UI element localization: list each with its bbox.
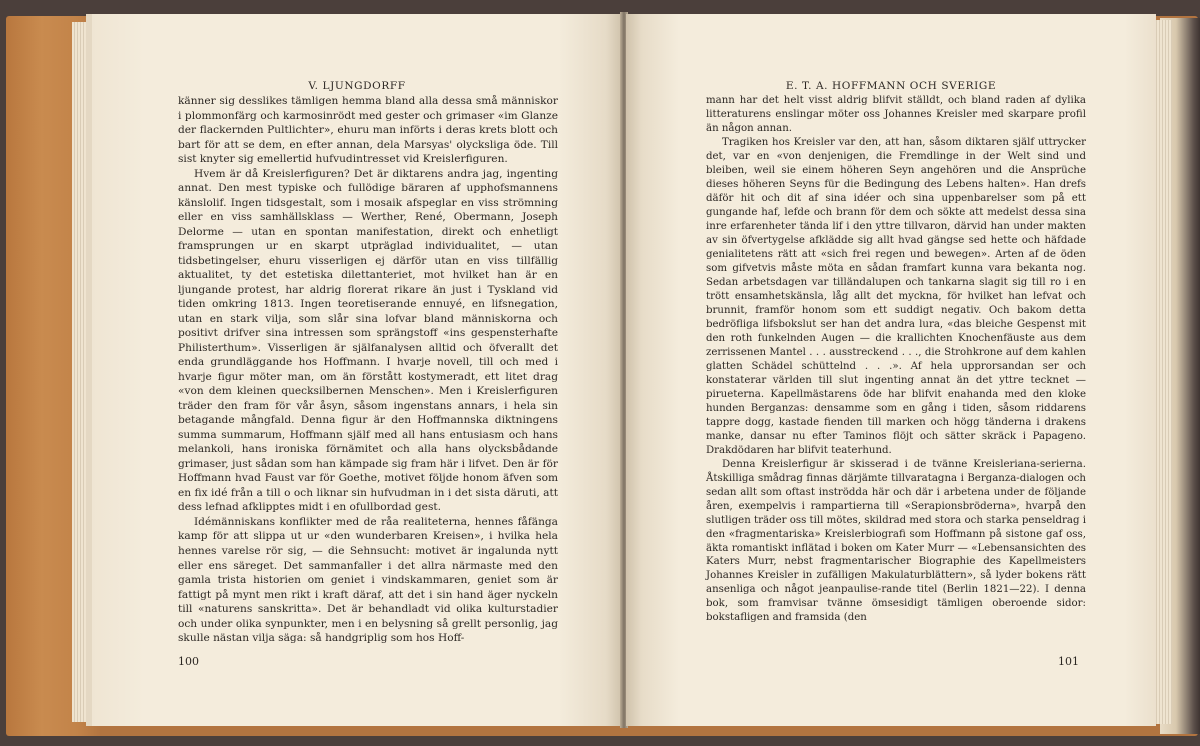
paragraph: mann har det helt visst aldrig blifvit ställdt, och bland raden af dylika litteraturens enslingar möter oss Johannes Kreisler med skarpare profil än någon annan. — [706, 95, 1086, 134]
left-page-text — [178, 94, 558, 646]
running-head-right: E. T. A. HOFFMANN OCH SVERIGE — [785, 80, 997, 92]
page-number-right: 101 — [1058, 655, 1079, 668]
running-head-left: V. LJUNGDORFF — [308, 80, 406, 92]
paragraph: känner sig desslikes tämligen hemma bland alla dessa små människor i plommonfärg och karmosinrödt med gester och grimaser «im Glanze der flackernden Pultlichter», ehuru man införts i deras krets blott och bart för att se dem, en efter annan, dela Marsyas' olycksliga öde. Till sist knyter sig emellertid hufvudintresset vid Kreislerfiguren. — [178, 95, 558, 166]
paragraph: Tragiken hos Kreisler var den, att han, såsom diktaren själf uttrycker det, var en «von denjenigen, die Fremdlinge in der Welt sind und bleiben, weil sie einem höheren Seyn angehören und die Ansprüche dieses höheren Seyns für die Bedingung des Lebens halten». Han drefs däför hit och dit af sina idéer och sina uppenbarelser som på ett gungande haf, lefde och brann för dem och sökte att medelst dessa sina inre erfarenheter tända lif i den yttre tillvaron, därvid han under makten av sin öfvertygelse afklädde sig allt hvad gängse sed hette och häfdade genialitetens rätt att «sich frei regen und bewegen». Arten af de öden som gifvetvis måste möta en sådan framfart kunna vara bekanta nog. Sedan arbetsdagen var tilländalupen och tankarna slagit sig till ro i en trött ensamhetskänsla, låg allt det myckna, för hvilket han lefvat och brunnit, framför honom som ett suddigt negativ. Och bakom detta bedröfliga lifsbokslut ser han det andra lura, «das bleiche Gespenst mit den roth funkelnden Augen — die krallichten Knochenfäuste aus dem zerrissenen Mantel . . . ausstreckend . . ., die Strohkrone auf dem kahlen glatten Schädel schüttelnd . . .». Af hela upprorsandan ser och konstaterar världen till slut ingenting annat än det yttre tecknet — pirueterna. Kapellmästarens öde har blifvit enahanda med den kloke hunden Berganzas: densamme som en gång i tiden, såsom riddarens tappre dogg, kastade fienden till marken och högg tänderna i drakens manke, dansar nu efter Taminos flöjt och sätter skräck i Papageno. Drakdödaren har blifvit teaterhund. — [706, 136, 1086, 456]
paragraph: Idémänniskans konflikter med de råa realiteterna, hennes fåfänga kamp för att slippa ut ur «den wunderbaren Kreisen», i hvilka hela hennes varelse rör sig, — die Sehnsucht: motivet är ingalunda nytt eller ens säreget. Det sammanfaller i det allra närmaste med den gamla trista historien om geniet i vindskammaren, geniet som är fattigt på mynt men rikt i kraft däraf, att det i sin hand äger nyckeln till «naturens sanskritta». Det är behandladt vid olika kulturstadier och under olika synpunkter, men i en belysning så grellt personlig, jag skulle nästan vilja säga: så handgriplig som hos Hoff- — [178, 515, 558, 645]
right-page-text — [706, 94, 1086, 625]
page-number-left: 100 — [178, 655, 199, 668]
page-edges-right — [1154, 20, 1172, 724]
paragraph: Hvem är då Kreislerfiguren? Det är diktarens andra jag, ingenting annat. Den mest typiske och fullödige bäraren af upphofsmannens känslolif. Ingen tidsgestalt, som i mosaik afspeglar en viss strömning eller en viss samhällsklass — Werther, René, Obermann, Joseph Delorme — utan en spontan manifestation, direkt och enhetligt framsprungen ur en skarpt utpräglad individualitet, — utan tidsbetingelser, ehuru visserligen ej därför utan en viss tillfällig aktualitet, ty det estetiska dilettanteriet, mot hvilket han är en ljungande protest, har aldrig florerat rikare än just i Tyskland vid tiden omkring 1813. Ingen teoretiserande ennuyé, en lifsnegation, utan en stark vilja, som slår sina lofvar bland människorna och positivt drifver sina intressen som sprängstoff «ins gespensterhafte Philisterthum». Visserligen är själfanalysen alltid och öfverallt det enda grundläggande hos Hoffmann. I hvarje novell, till och med i hvarje figur möter man, om än förstått kostymeradt, ett litet drag «von dem kleinen quecksilbernen Menschen». Men i Kreislerfiguren träder den fram för vår åsyn, såsom ingenstans annars, i hela sin betagande mångfald. Denna figur är den Hoffmannska diktningens summa summarum, Hoffmann själf med all hans entusiasm och hans melankoli, hans ironiska förnämitet och alla hans olycksbådande grimaser, just sådan som han kämpade sig fram här i lifvet. Den är för Hoffmann hvad Faust var för Goethe, motivet följde honom äfven som en fix idé från a till o och liknar sin hufvudman in i det sista däruti, att dess lefnad afklipptes midt i en ofullbordad gest. — [178, 167, 558, 514]
paragraph: Denna Kreislerfigur är skisserad i de tvänne Kreisleriana-serierna. Åtskilliga smådrag finnas därjämte tillvaratagna i Berganza-dialogen och sedan allt som oftast inströdda här och där i arbetena under de följande åren, exempelvis i rampartierna till «Serapionsbröderna», hvarpå den slutligen träder oss till mötes, skildrad med stora och starka penseldrag i den «fragmentariska» Kreislerbiografi som Hoffmann på sistone gaf oss, äkta romantiskt inflätad i boken om Kater Murr — «Lebensansichten des Katers Murr, nebst fragmentarischer Biographie des Kapellmeisters Johannes Kreisler in zufälligen Makulaturblättern», så lyder bokens rätt ansenliga och något jeanpaulise-rande titel (Berlin 1821—22). I denna bok, som framvisar tvänne ömsesidigt tämligen oberoende sidor: bokstafligen and framsida (den — [706, 458, 1086, 624]
left-page — [86, 14, 622, 726]
right-page — [626, 14, 1156, 726]
